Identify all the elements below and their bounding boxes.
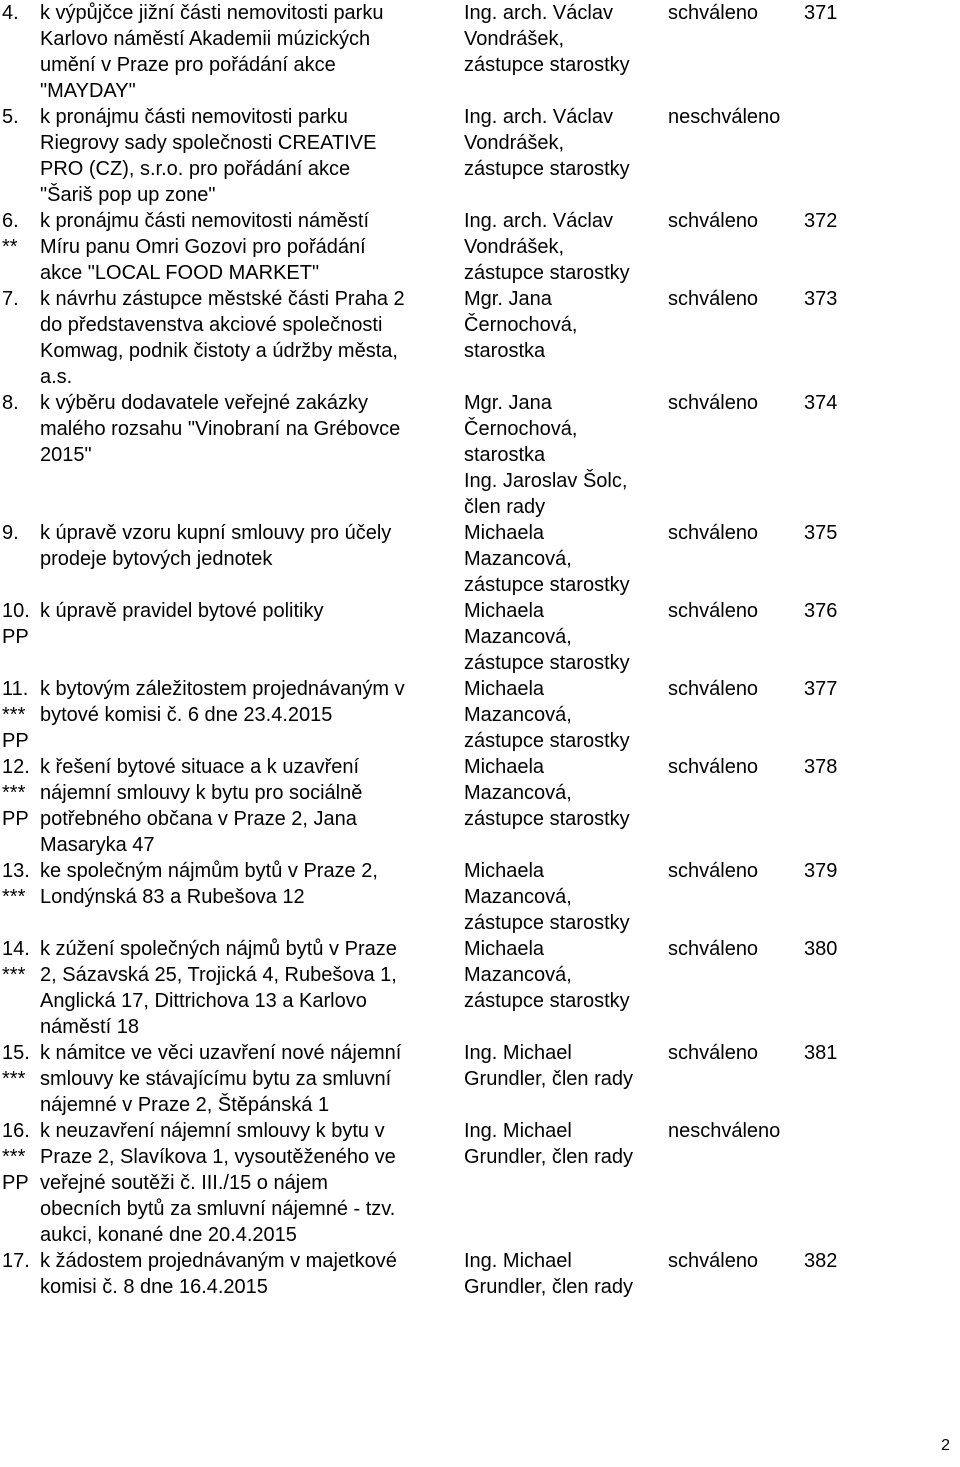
item-subject: k řešení bytové situace a k uzavření nájemní smlouvy k bytu pro sociálně potřebného občana v Praze 2, Jana Masaryka 47 bbox=[40, 756, 363, 856]
agenda-row bbox=[0, 390, 960, 520]
item-resolution-number: 376 bbox=[804, 600, 838, 622]
item-status: schváleno bbox=[668, 392, 759, 414]
item-presenter: Michaela Mazancová, zástupce starostky bbox=[464, 522, 630, 596]
item-status: schváleno bbox=[668, 938, 759, 960]
item-status: neschváleno bbox=[668, 106, 781, 128]
item-number: 15. *** bbox=[2, 1042, 30, 1090]
item-number: 16. *** PP bbox=[2, 1120, 30, 1194]
item-presenter: Michaela Mazancová, zástupce starostky bbox=[464, 860, 630, 934]
item-status: schváleno bbox=[668, 678, 759, 700]
item-presenter: Ing. arch. Václav Vondrášek, zástupce starostky bbox=[464, 2, 630, 76]
item-resolution-number: 375 bbox=[804, 522, 838, 544]
item-subject: k neuzavření nájemní smlouvy k bytu v Praze 2, Slavíkova 1, vysoutěženého ve veřejné soutěži č. III./15 o nájem obecních bytů za smluvní nájemné - tzv. aukci, konané dne 20.4.2015 bbox=[40, 1120, 396, 1246]
item-number: 7. bbox=[2, 288, 19, 310]
agenda-row bbox=[0, 286, 960, 390]
item-number: 8. bbox=[2, 392, 19, 414]
item-resolution-number: 374 bbox=[804, 392, 838, 414]
agenda-row bbox=[0, 1248, 960, 1300]
item-subject: k zúžení společných nájmů bytů v Praze 2, Sázavská 25, Trojická 4, Rubešova 1, Anglická 17, Dittrichova 13 a Karlovo náměstí 18 bbox=[40, 938, 397, 1038]
item-number: 13. *** bbox=[2, 860, 30, 908]
item-presenter: Ing. Michael Grundler, člen rady bbox=[464, 1042, 633, 1090]
item-subject: k bytovým záležitostem projednávaným v bytové komisi č. 6 dne 23.4.2015 bbox=[40, 678, 405, 726]
item-presenter: Ing. Michael Grundler, člen rady bbox=[464, 1120, 633, 1168]
item-number: 17. bbox=[2, 1250, 30, 1272]
item-resolution-number: 381 bbox=[804, 1042, 838, 1064]
item-subject: k žádostem projednávaným v majetkové komisi č. 8 dne 16.4.2015 bbox=[40, 1250, 397, 1298]
item-status: schváleno bbox=[668, 1042, 759, 1064]
item-status: neschváleno bbox=[668, 1120, 781, 1142]
item-resolution-number: 371 bbox=[804, 2, 838, 24]
item-number: 11. *** PP bbox=[2, 678, 29, 752]
page-number: 2 bbox=[941, 1437, 950, 1454]
item-number: 6. ** bbox=[2, 210, 19, 258]
item-presenter: Ing. arch. Václav Vondrášek, zástupce starostky bbox=[464, 106, 630, 180]
item-subject: k úpravě vzoru kupní smlouvy pro účely prodeje bytových jednotek bbox=[40, 522, 392, 570]
item-status: schváleno bbox=[668, 2, 759, 24]
item-presenter: Michaela Mazancová, zástupce starostky bbox=[464, 600, 630, 674]
item-status: schváleno bbox=[668, 288, 759, 310]
agenda-row bbox=[0, 936, 960, 1040]
agenda-row bbox=[0, 208, 960, 286]
item-number: 12. *** PP bbox=[2, 756, 30, 830]
agenda-row bbox=[0, 754, 960, 858]
item-subject: ke společným nájmům bytů v Praze 2, Londýnská 83 a Rubešova 12 bbox=[40, 860, 378, 908]
item-status: schváleno bbox=[668, 600, 759, 622]
item-presenter: Michaela Mazancová, zástupce starostky bbox=[464, 756, 630, 830]
item-subject: k výběru dodavatele veřejné zakázky malého rozsahu "Vinobraní na Grébovce 2015" bbox=[40, 392, 401, 466]
item-status: schváleno bbox=[668, 860, 759, 882]
item-presenter: Ing. Michael Grundler, člen rady bbox=[464, 1250, 633, 1298]
item-status: schváleno bbox=[668, 522, 759, 544]
item-number: 9. bbox=[2, 522, 19, 544]
item-number: 14. *** bbox=[2, 938, 30, 986]
agenda-row bbox=[0, 1118, 960, 1248]
agenda-row bbox=[0, 858, 960, 936]
item-presenter: Mgr. Jana Černochová, starostka Ing. Jaroslav Šolc, člen rady bbox=[464, 392, 628, 518]
agenda-row bbox=[0, 1040, 960, 1118]
agenda-row bbox=[0, 520, 960, 598]
agenda-row bbox=[0, 676, 960, 754]
item-status: schváleno bbox=[668, 1250, 759, 1272]
item-resolution-number: 379 bbox=[804, 860, 838, 882]
item-resolution-number: 377 bbox=[804, 678, 838, 700]
item-resolution-number: 378 bbox=[804, 756, 838, 778]
item-subject: k návrhu zástupce městské části Praha 2 do představenstva akciové společnosti Komwag, podnik čistoty a údržby města, a.s. bbox=[40, 288, 405, 388]
agenda-row bbox=[0, 0, 960, 104]
item-status: schváleno bbox=[668, 756, 759, 778]
item-number: 5. bbox=[2, 106, 19, 128]
item-subject: k úpravě pravidel bytové politiky bbox=[40, 600, 324, 622]
item-number: 4. bbox=[2, 2, 19, 24]
item-status: schváleno bbox=[668, 210, 759, 232]
item-resolution-number: 380 bbox=[804, 938, 838, 960]
item-resolution-number: 372 bbox=[804, 210, 838, 232]
item-presenter: Mgr. Jana Černochová, starostka bbox=[464, 288, 578, 362]
agenda-row bbox=[0, 104, 960, 208]
item-subject: k námitce ve věci uzavření nové nájemní smlouvy ke stávajícímu bytu za smluvní nájemné v Praze 2, Štěpánská 1 bbox=[40, 1042, 402, 1116]
item-subject: k výpůjčce jižní části nemovitosti parku Karlovo náměstí Akademii múzických umění v Praze pro pořádání akce "MAYDAY" bbox=[40, 2, 384, 102]
item-presenter: Ing. arch. Václav Vondrášek, zástupce starostky bbox=[464, 210, 630, 284]
agenda-row bbox=[0, 598, 960, 676]
item-presenter: Michaela Mazancová, zástupce starostky bbox=[464, 938, 630, 1012]
item-presenter: Michaela Mazancová, zástupce starostky bbox=[464, 678, 630, 752]
item-subject: k pronájmu části nemovitosti parku Riegrovy sady společnosti CREATIVE PRO (CZ), s.r.o. pro pořádání akce "Šariš pop up zone" bbox=[40, 106, 377, 206]
item-resolution-number: 373 bbox=[804, 288, 838, 310]
item-number: 10. PP bbox=[2, 600, 30, 648]
item-subject: k pronájmu části nemovitosti náměstí Míru panu Omri Gozovi pro pořádání akce "LOCAL FOOD MARKET" bbox=[40, 210, 370, 284]
item-resolution-number: 382 bbox=[804, 1250, 838, 1272]
